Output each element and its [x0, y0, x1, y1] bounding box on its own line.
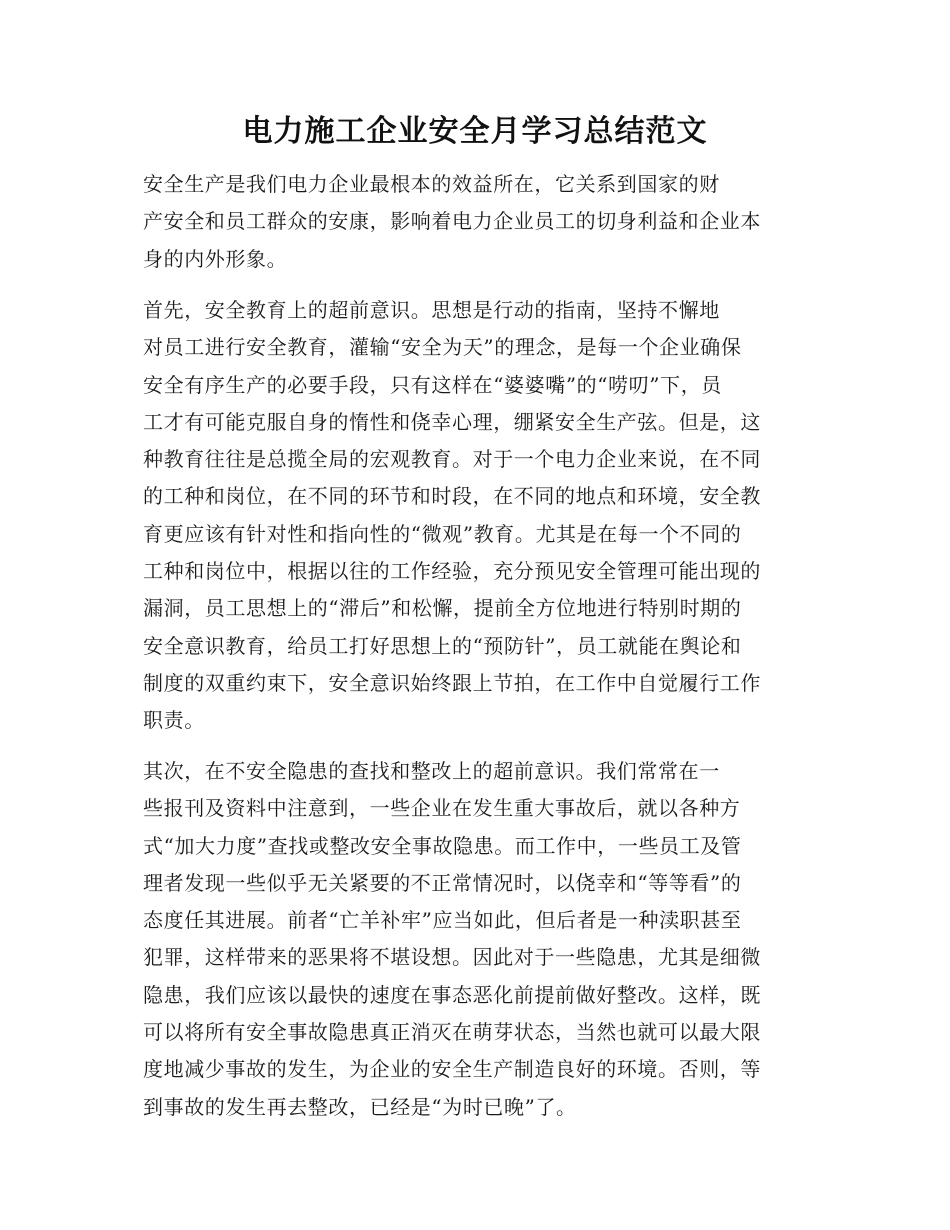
text-line: 些报刊及资料中注意到，一些企业在发生重大事故后，就以各种方	[143, 796, 741, 821]
text-line: 育更应该有针对性和指向性的“微观”教育。尤其是在每一个不同的	[143, 521, 742, 546]
text-line: 可以将所有安全事故隐患真正消灭在萌芽状态，当然也就可以最大限	[143, 1020, 761, 1045]
text-line: 产安全和员工群众的安康，影响着电力企业员工的切身利益和企业本	[143, 209, 761, 234]
paragraph-first-point	[143, 292, 807, 740]
text-line: 身的内外形象。	[143, 246, 288, 271]
text-line: 安全有序生产的必要手段，只有这样在“婆婆嘴”的“唠叨”下，员	[143, 372, 722, 397]
paragraph-second-point	[143, 753, 807, 1126]
document-title: 电力施工企业安全月学习总结范文	[242, 114, 708, 149]
text-line: 首先，安全教育上的超前意识。思想是行动的指南，坚持不懈地	[143, 298, 720, 322]
text-line: 种教育往往是总揽全局的宏观教育。对于一个电力企业来说，在不同	[143, 447, 761, 472]
text-line: 对员工进行安全教育，灌输“安全为天”的理念，是每一个企业确保	[143, 335, 742, 360]
text-line: 职责。	[143, 708, 205, 733]
text-line: 度地减少事故的发生，为企业的安全生产制造良好的环境。否则，等	[143, 1057, 761, 1082]
text-line: 隐患，我们应该以最快的速度在事态恶化前提前做好整改。这样，既	[143, 982, 761, 1007]
text-line: 安全生产是我们电力企业最根本的效益所在，它关系到国家的财	[143, 172, 720, 196]
text-line: 式“加大力度”查找或整改安全事故隐患。而工作中，一些员工及管	[143, 833, 742, 858]
text-line: 制度的双重约束下，安全意识始终跟上节拍，在工作中自觉履行工作	[143, 670, 761, 695]
text-line: 理者发现一些似乎无关紧要的不正常情况时，以侥幸和“等等看”的	[143, 870, 742, 895]
text-line: 犯罪，这样带来的恶果将不堪设想。因此对于一些隐患，尤其是细微	[143, 945, 761, 970]
text-line: 安全意识教育，给员工打好思想上的“预防针”，员工就能在舆论和	[143, 633, 742, 658]
text-line: 的工种和岗位，在不同的环节和时段，在不同的地点和环境，安全教	[143, 484, 761, 509]
text-line: 到事故的发生再去整改，已经是“为时已晚”了。	[143, 1094, 577, 1119]
text-line: 工种和岗位中，根据以往的工作经验，充分预见安全管理可能出现的	[143, 559, 761, 584]
text-line: 态度任其进展。前者“亡羊补牢”应当如此，但后者是一种渎职甚至	[143, 908, 742, 933]
paragraph-intro	[143, 166, 807, 278]
text-line: 漏洞，员工思想上的“滞后”和松懈，提前全方位地进行特别时期的	[143, 596, 742, 621]
text-line: 其次，在不安全隐患的查找和整改上的超前意识。我们常常在一	[143, 759, 720, 783]
text-line: 工才有可能克服自身的惰性和侥幸心理，绷紧安全生产弦。但是，这	[143, 409, 761, 434]
